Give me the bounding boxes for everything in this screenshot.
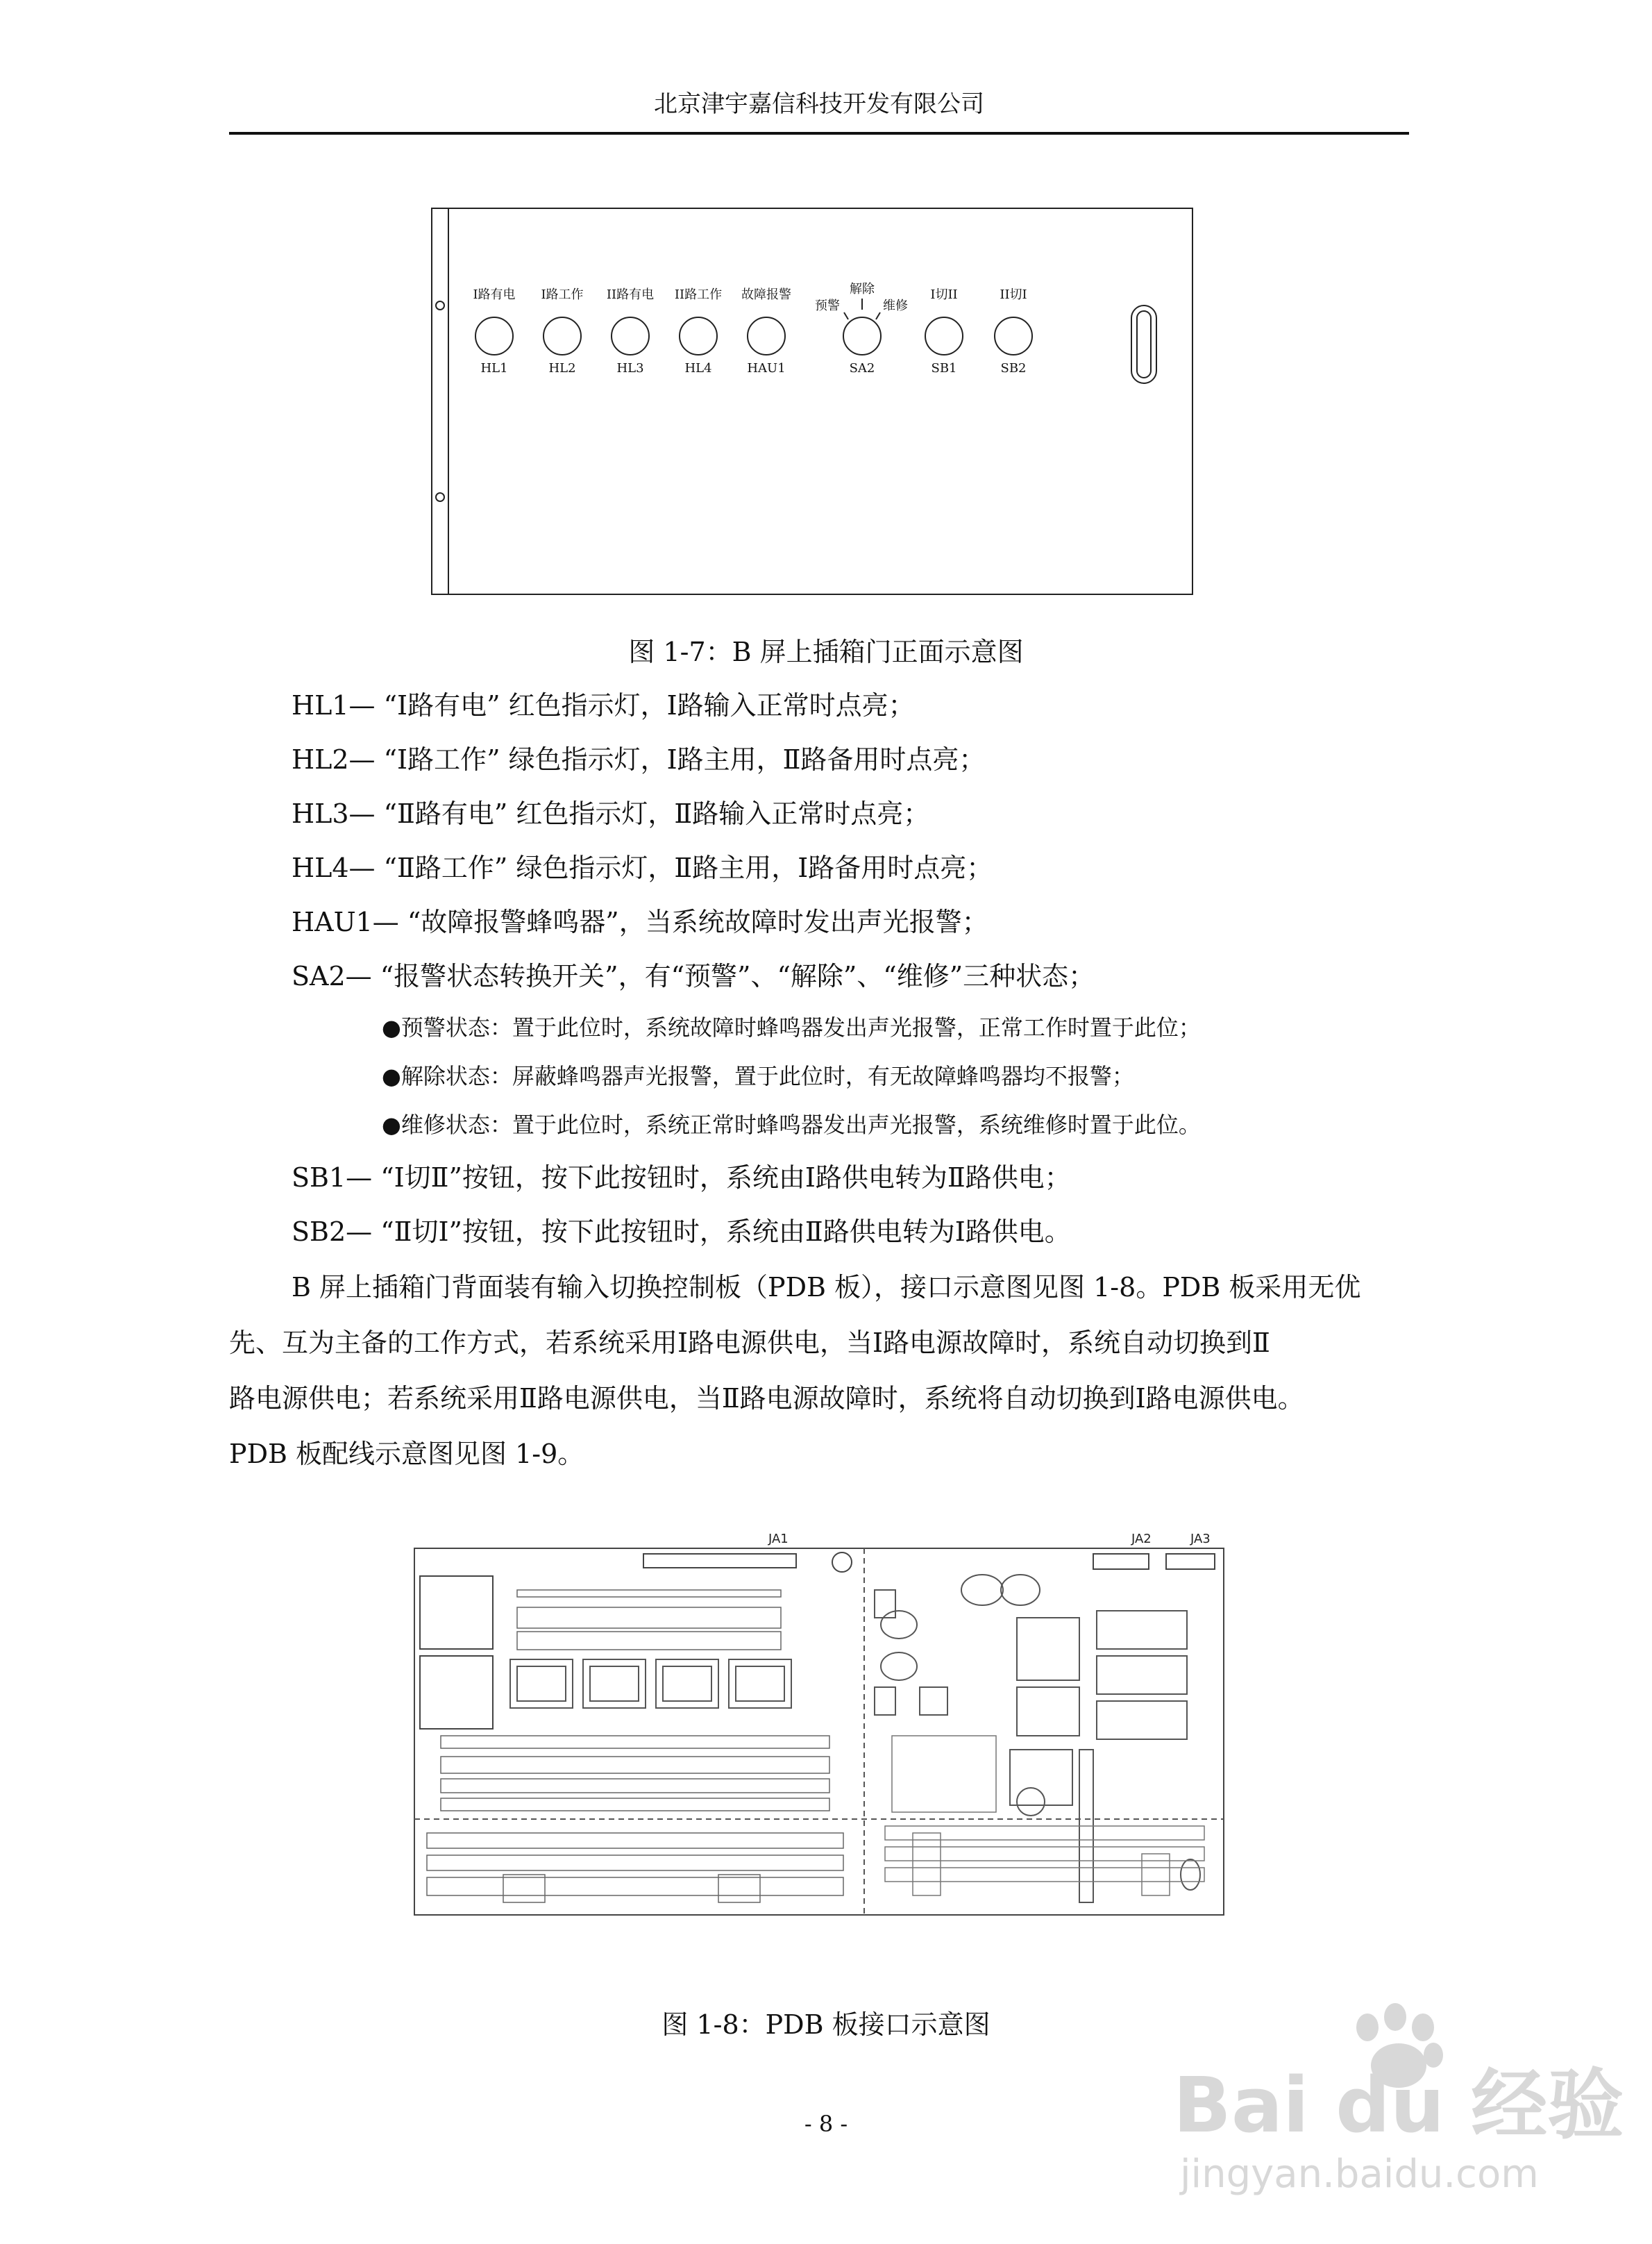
hl2-lamp [543, 317, 581, 355]
ja2-label: JA2 [1131, 1532, 1152, 1546]
figure-1-7-caption: 图 1-7：B 屏上插箱门正面示意图 [628, 637, 1024, 667]
hl2-label: I路工作 [541, 287, 584, 302]
company-name: 北京津宇嘉信科技开发有限公司 [654, 90, 984, 118]
hl4-lamp [680, 317, 717, 355]
paragraph-line-4: PDB 板配线示意图见图 1-9。 [229, 1439, 584, 1469]
sb2-button [995, 317, 1032, 355]
sb1-button [925, 317, 963, 355]
ja2-connector [1093, 1554, 1149, 1569]
ja1-connector [643, 1554, 796, 1568]
ja1-label: JA1 [768, 1532, 789, 1546]
figure-1-7-panel [430, 207, 1194, 596]
paragraph-line-1: B 屏上插箱门背面装有输入切换控制板（PDB 板），接口示意图见图 1-8。PDB 板采用无优 [292, 1272, 1361, 1303]
ja3-connector [1166, 1554, 1215, 1569]
desc-sb1: SB1— “Ⅰ切Ⅱ”按钮，按下此按钮时，系统由Ⅰ路供电转为Ⅱ路供电； [292, 1162, 1071, 1193]
page-header [229, 76, 1409, 135]
sb2-label: II切I [1000, 287, 1027, 302]
baidu-paw-logo [1159, 2000, 1624, 2208]
sa2-code: SA2 [849, 361, 875, 376]
transformer-1 [420, 1576, 493, 1649]
mount-hole-top [436, 301, 444, 310]
desc-hau1: HAU1— “故障报警蜂鸣器”，当系统故障时发出声光报警； [292, 907, 988, 937]
hl3-lamp [612, 317, 649, 355]
relay-5 [1097, 1611, 1187, 1649]
mount-hole-bottom [436, 493, 444, 501]
sa2-left-label: 预警 [815, 299, 840, 313]
hl4-label: II路工作 [674, 287, 723, 302]
right-transformer-1 [1017, 1618, 1079, 1680]
transformer-2 [420, 1656, 493, 1729]
page-number: - 8 - [804, 2111, 848, 2137]
figure-1-8-caption: 图 1-8：PDB 板接口示意图 [661, 2009, 991, 2040]
desc-hl2: HL2— “Ⅰ路工作” 绿色指示灯，Ⅰ路主用，Ⅱ路备用时点亮； [292, 744, 986, 775]
sa2-switch [843, 317, 881, 355]
state-release: ●解除状态：屏蔽蜂鸣器声光报警，置于此位时，有无故障蜂鸣器均不报警； [382, 1063, 1134, 1089]
hl3-label: II路有电 [606, 287, 655, 302]
sa2-middle-label: 解除 [850, 282, 875, 296]
desc-hl3: HL3— “Ⅱ路有电” 红色指示灯，Ⅱ路输入正常时点亮； [292, 798, 930, 829]
hl4-code: HL4 [684, 361, 712, 376]
relay-7 [1097, 1701, 1187, 1739]
hl1-label: I路有电 [473, 287, 516, 302]
relay-6 [1097, 1656, 1187, 1694]
hl3-code: HL3 [616, 361, 644, 376]
hau1-label: 故障报警 [741, 287, 791, 302]
baidu-watermark [1159, 2000, 1624, 2208]
hl2-code: HL2 [548, 361, 576, 376]
sa2-right-label: 维修 [883, 299, 908, 313]
paragraph-line-2: 先、互为主备的工作方式，若系统采用Ⅰ路电源供电，当Ⅰ路电源故障时，系统自动切换到Ⅱ [229, 1328, 1270, 1358]
sb1-code: SB1 [931, 361, 957, 376]
desc-hl1: HL1— “Ⅰ路有电” 红色指示灯，Ⅰ路输入正常时点亮； [292, 690, 915, 721]
state-warning: ●预警状态：置于此位时，系统故障时蜂鸣器发出声光报警，正常工作时置于此位； [382, 1014, 1201, 1041]
state-maintenance: ●维修状态：置于此位时，系统正常时蜂鸣器发出声光报警，系统维修时置于此位。 [382, 1112, 1201, 1138]
ja3-label: JA3 [1190, 1532, 1211, 1546]
figure-1-8-pdb-board [413, 1527, 1225, 1916]
watermark-brand: Bai du 经验 [1173, 2061, 1624, 2150]
sb2-code: SB2 [1000, 361, 1027, 376]
hau1-code: HAU1 [747, 361, 786, 376]
paragraph-line-3: 路电源供电；若系统采用Ⅱ路电源供电，当Ⅱ路电源故障时，系统将自动切换到Ⅰ路电源供电。 [229, 1383, 1304, 1414]
hau1-buzzer [748, 317, 785, 355]
hl1-code: HL1 [480, 361, 508, 376]
watermark-url: jingyan.baidu.com [1180, 2152, 1539, 2197]
desc-sb2: SB2— “Ⅱ切Ⅰ”按钮，按下此按钮时，系统由Ⅱ路供电转为Ⅰ路供电。 [292, 1216, 1071, 1247]
door-handle [1131, 305, 1156, 383]
hl1-lamp [475, 317, 513, 355]
desc-hl4: HL4— “Ⅱ路工作” 绿色指示灯，Ⅱ路主用，Ⅰ路备用时点亮； [292, 853, 993, 883]
sb1-label: I切II [930, 287, 958, 302]
desc-sa2: SA2— “报警状态转换开关”，有“预警”、“解除”、“维修”三种状态； [292, 961, 1095, 991]
right-transformer-2 [1017, 1687, 1079, 1736]
chip-main [1010, 1750, 1072, 1805]
